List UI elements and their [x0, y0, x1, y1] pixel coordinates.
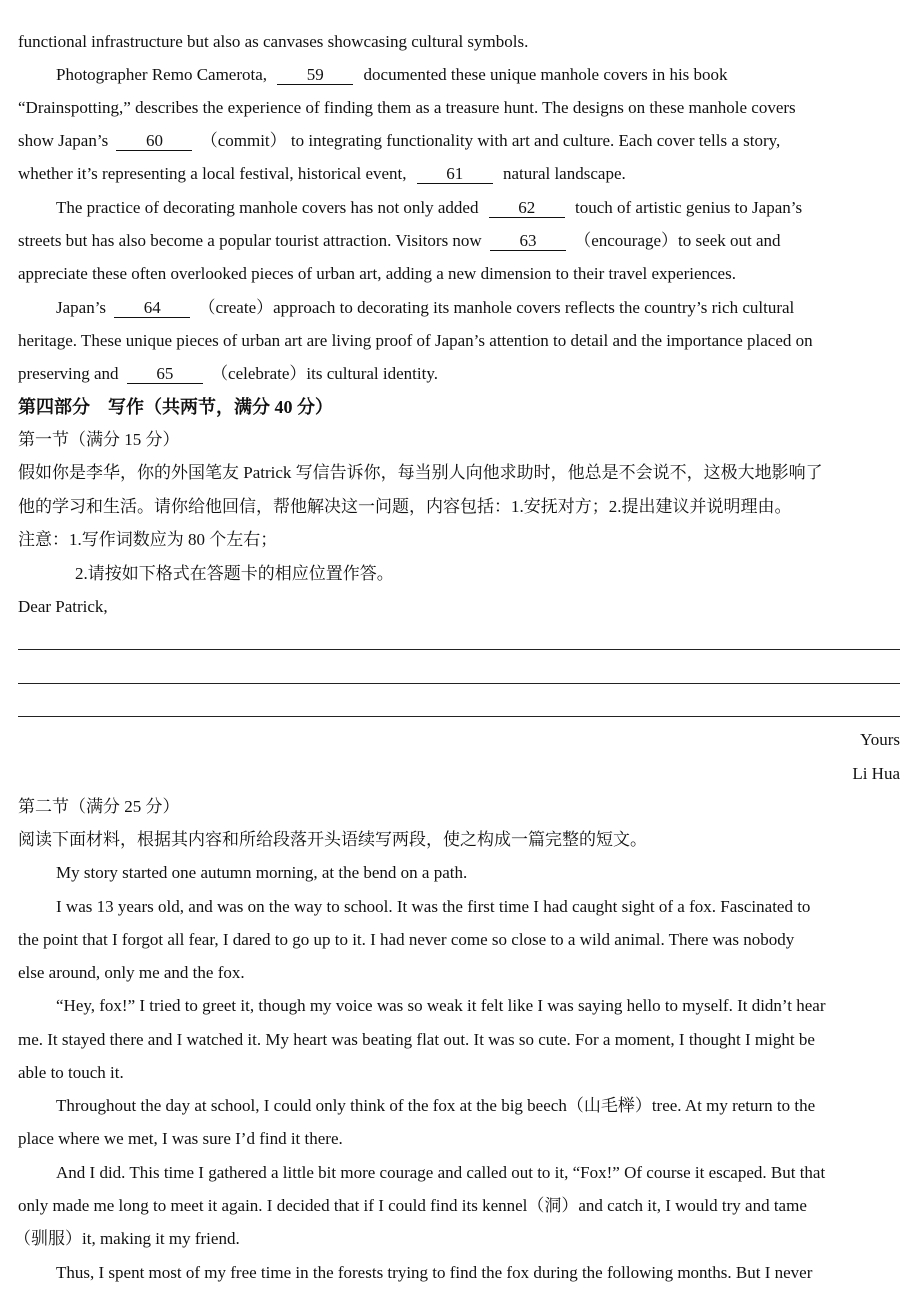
- story-line: My story started one autumn morning, at the bend on a path.: [56, 863, 468, 882]
- blank-65: 65: [127, 365, 203, 384]
- passage-line: [18, 164, 626, 184]
- story-line: me. It stayed there and I watched it. My heart was beating flat out. It was so cute. For a moment, I thought I might be: [18, 1030, 815, 1049]
- story-line: able to touch it.: [18, 1063, 124, 1082]
- blank-62: 62: [489, 199, 565, 218]
- story-line: only made me long to meet it again. I decided that if I could find its kennel（洞）and catch it, I would try and tame: [18, 1196, 807, 1215]
- text: streets but has also become a popular tourist attraction. Visitors now: [18, 231, 482, 250]
- answer-line: [18, 716, 900, 717]
- story-line: And I did. This time I gathered a little bit more courage and called out to it, “Fox!” Of course it escaped. But that: [56, 1163, 826, 1182]
- note: 注意：1.写作词数应为 80 个左右；: [18, 530, 278, 549]
- passage-line: [18, 364, 438, 384]
- salutation: Dear Patrick,: [18, 597, 108, 616]
- task-text: 阅读下面材料，根据其内容和所给段落开头语续写两段，使之构成一篇完整的短文。: [18, 830, 647, 849]
- text: （create）approach to decorating its manhole covers reflects the country’s rich cultural: [198, 298, 795, 317]
- signature: Li Hua: [852, 764, 900, 783]
- passage-line: heritage. These unique pieces of urban art are living proof of Japan’s attention to detail and the importance placed on: [18, 331, 813, 350]
- text: show Japan’s: [18, 131, 109, 150]
- text: touch of artistic genius to Japan’s: [574, 198, 803, 217]
- story-line: Thus, I spent most of my free time in the forests trying to find the fox during the following months. But I never: [56, 1263, 813, 1282]
- text: documented these unique manhole covers in his book: [363, 65, 728, 84]
- passage-line: [56, 298, 794, 318]
- text: natural landscape.: [503, 164, 626, 183]
- passage-line: [56, 65, 728, 85]
- closing: Yours: [860, 730, 900, 749]
- story-line: Throughout the day at school, I could only think of the fox at the big beech（山毛榉）tree. At my return to the: [56, 1096, 816, 1115]
- section-heading: 第四部分 写作（共两节，满分 40 分）: [18, 397, 333, 417]
- blank-63: 63: [490, 232, 566, 251]
- story-line: （驯服）it, making it my friend.: [14, 1229, 240, 1248]
- text: to integrating functionality with art and culture. Each cover tells a story,: [290, 131, 781, 150]
- answer-line: [18, 683, 900, 684]
- text: （celebrate）its cultural identity.: [211, 364, 438, 383]
- passage-line: “Drainspotting,” describes the experience of finding them as a treasure hunt. The designs on these manhole covers: [18, 98, 796, 117]
- blank-61: 61: [417, 165, 493, 184]
- text: Photographer Remo Camerota,: [56, 65, 268, 84]
- answer-line: [18, 649, 900, 650]
- passage-line: [18, 131, 780, 151]
- text: preserving and: [18, 364, 119, 383]
- text: Japan’s: [56, 298, 107, 317]
- subsection-heading: 第二节（满分 25 分）: [18, 797, 180, 816]
- story-line: else around, only me and the fox.: [18, 963, 245, 982]
- passage-line: functional infrastructure but also as canvases showcasing cultural symbols.: [18, 32, 529, 51]
- text: whether it’s representing a local festival, historical event,: [18, 164, 407, 183]
- passage-line: [56, 198, 802, 218]
- blank-59: 59: [277, 66, 353, 85]
- blank-64: 64: [114, 299, 190, 318]
- text: （encourage）to seek out and: [574, 231, 781, 250]
- text: The practice of decorating manhole covers has not only added: [56, 198, 479, 217]
- story-line: I was 13 years old, and was on the way to school. It was the first time I had caught sight of a fox. Fascinated to: [56, 897, 811, 916]
- story-line: the point that I forgot all fear, I dared to go up to it. I had never come so close to a wild animal. There was nobody: [18, 930, 795, 949]
- passage-line: appreciate these often overlooked pieces of urban art, adding a new dimension to their travel experiences.: [18, 264, 736, 283]
- blank-60: 60: [116, 132, 192, 151]
- task-text: 假如你是李华，你的外国笔友 Patrick 写信告诉你，每当别人向他求助时，他总是不会说不，这极大地影响了: [18, 463, 823, 482]
- story-line: place where we met, I was sure I’d find it there.: [18, 1129, 343, 1148]
- text: （commit）: [200, 131, 287, 150]
- note: 2.请按如下格式在答题卡的相应位置作答。: [75, 564, 394, 583]
- task-text: 他的学习和生活。请你给他回信，帮他解决这一问题，内容包括：1.安抚对方；2.提出建议并说明理由。: [18, 497, 792, 516]
- story-line: “Hey, fox!” I tried to greet it, though my voice was so weak it felt like I was saying hello to myself. It didn’t hear: [56, 996, 826, 1015]
- subsection-heading: 第一节（满分 15 分）: [18, 430, 180, 449]
- passage-line: [18, 231, 781, 251]
